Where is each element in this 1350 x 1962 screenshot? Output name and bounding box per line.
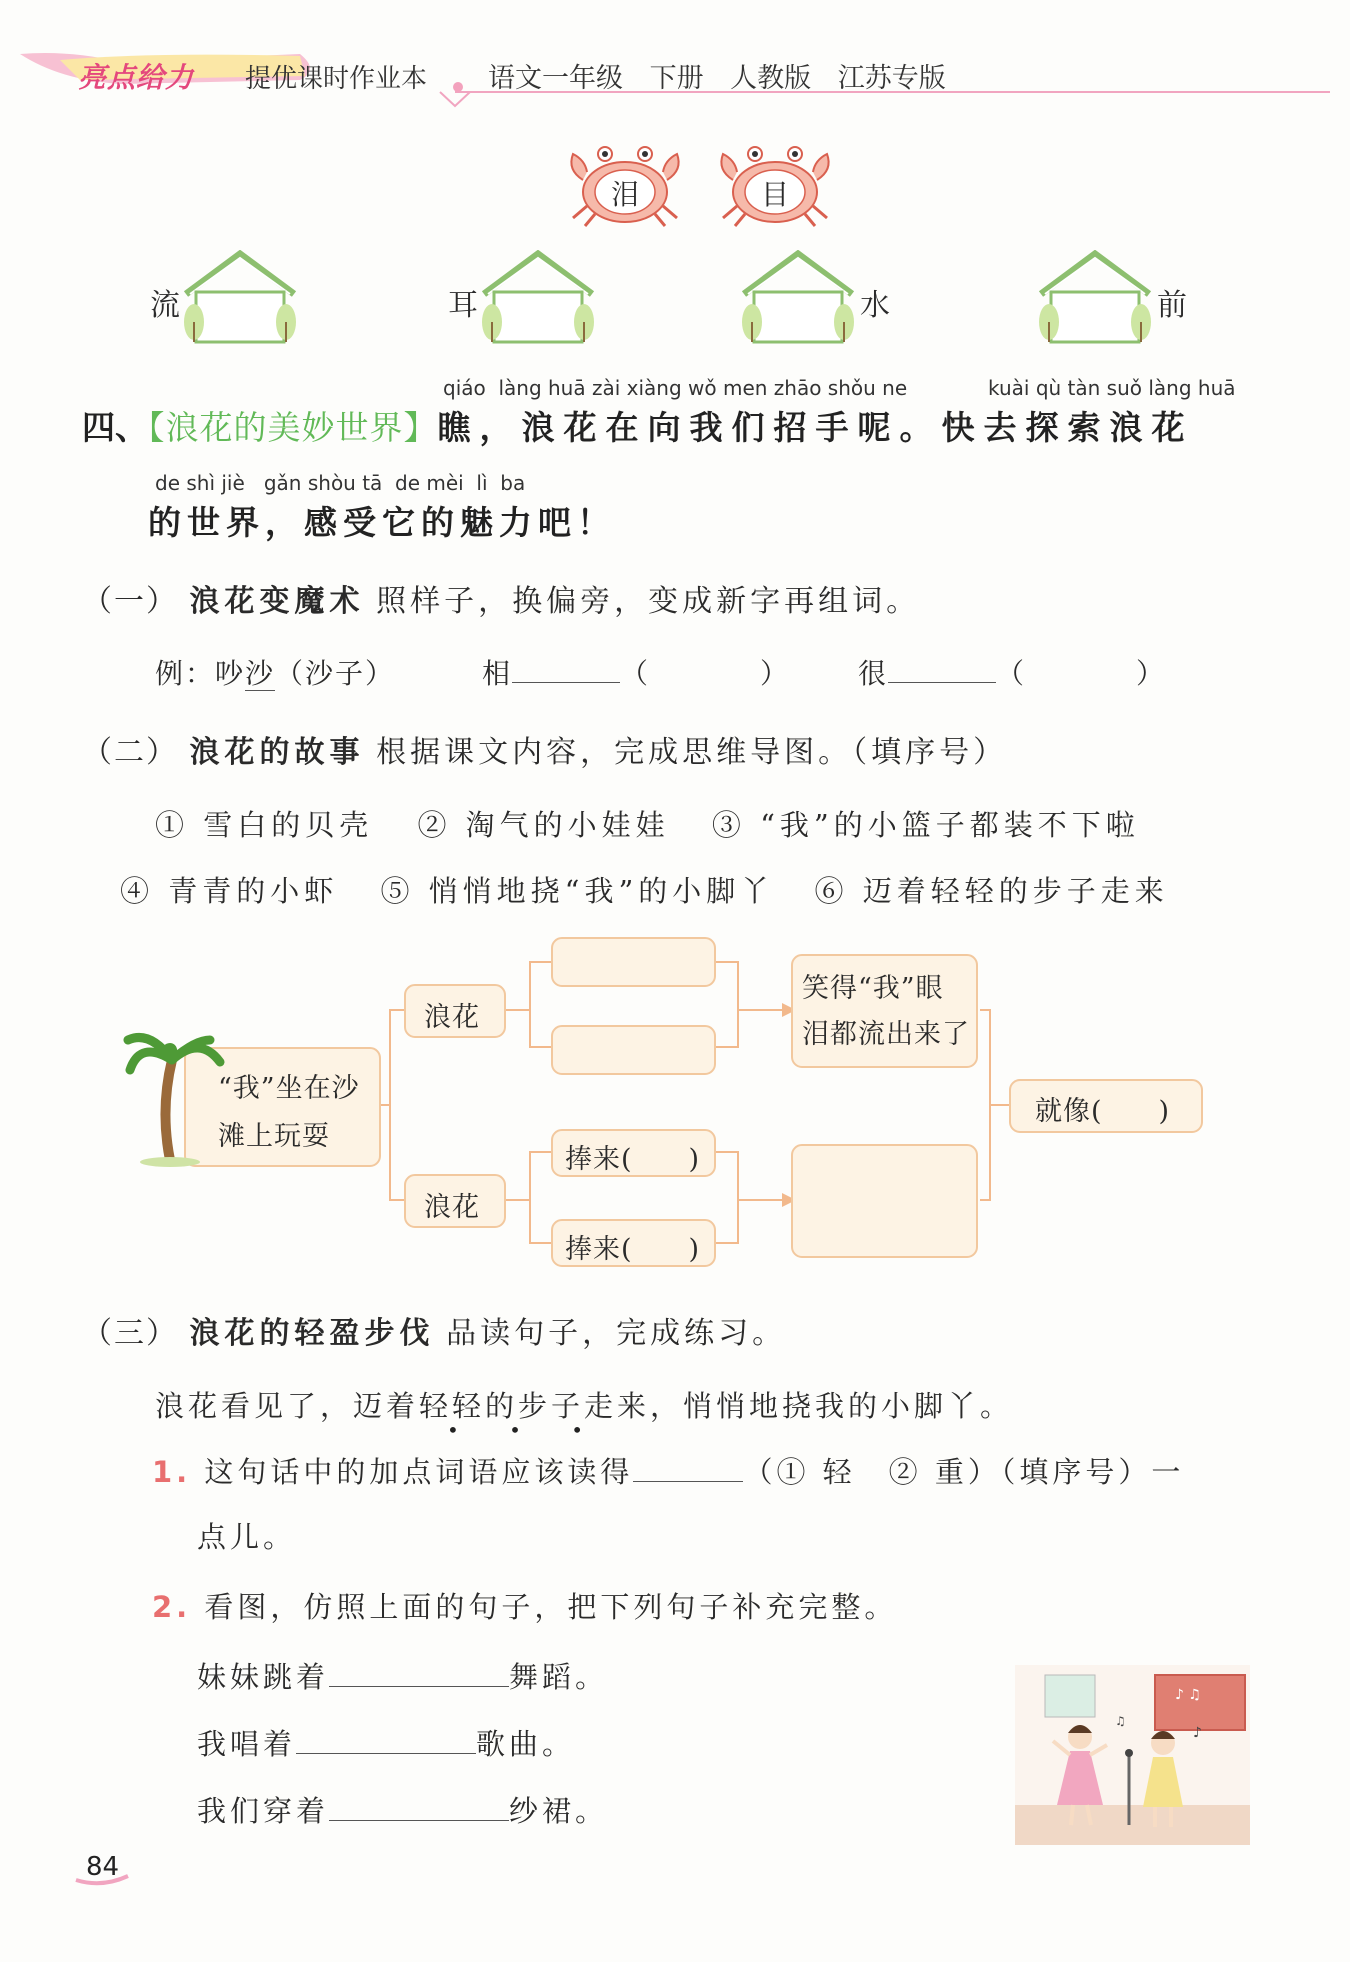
mindmap-root: “我”坐在沙 滩上玩耍	[218, 1073, 360, 1152]
part1-exercise	[155, 652, 395, 692]
question-text: 看图，仿照上面的句子，把下列句子补充完整。	[204, 1590, 898, 1624]
house-character: 水	[860, 288, 890, 323]
crab-character: 目	[760, 178, 789, 211]
question-1-cont: 点儿。	[197, 1520, 297, 1554]
fill-sentence: 妹妹跳着 舞蹈。	[197, 1660, 609, 1694]
mindmap-bring-2[interactable]: 捧来( )	[565, 1234, 701, 1265]
fill-char: 相	[482, 657, 513, 690]
house-character: 前	[1157, 288, 1187, 323]
house-icon	[478, 250, 598, 345]
question-text: （① 轻 ② 重）（填序号）一	[743, 1455, 1185, 1489]
header-dot	[453, 82, 463, 92]
mindmap-branch-bottom: 浪花	[424, 1192, 480, 1223]
fill-blank[interactable]	[888, 682, 996, 683]
pinyin-line-2: de shì jiè gǎn shòu tā de mèi lì ba	[155, 471, 526, 495]
options-row-1	[155, 803, 1140, 844]
options-row-2	[120, 869, 1169, 910]
part1-heading	[82, 576, 920, 620]
option-item: ③ “我”的小篮子都装不下啦	[711, 808, 1140, 842]
part2-heading	[82, 727, 1007, 771]
part-title: 浪花变魔术	[189, 584, 365, 619]
fill-sentence: 我唱着 歌曲。	[197, 1727, 576, 1761]
house-icon	[180, 250, 300, 345]
pinyin-line-1b: kuài qù tàn suǒ làng huā	[988, 376, 1236, 400]
mindmap-answer-box[interactable]	[552, 1026, 715, 1074]
girls-performing-illustration	[1015, 1665, 1250, 1845]
question-number: 2.	[152, 1590, 192, 1624]
pinyin-line-1a: qiáo làng huā zài xiàng wǒ men zhāo shǒu ne	[443, 376, 908, 400]
section-tag: 【浪花的美妙世界】	[148, 408, 438, 447]
part3-heading	[82, 1308, 786, 1352]
answer-blank[interactable]	[296, 1753, 476, 1754]
option-item: ④ 青青的小虾	[120, 874, 339, 908]
answer-blank[interactable]	[329, 1686, 509, 1687]
book-title: 提优课时作业本	[245, 64, 428, 94]
house-character: 流	[150, 288, 180, 323]
example-word: （沙子）	[275, 657, 396, 690]
mindmap-result-top: 笑得“我”眼 泪都流出来了	[802, 973, 970, 1050]
example-char: 沙	[245, 657, 276, 690]
mindmap-answer-box[interactable]	[552, 938, 715, 986]
house-icon	[738, 250, 858, 345]
fill-item: 很 （ ）	[858, 657, 1167, 690]
section-number: 四、	[82, 408, 148, 447]
question-1	[152, 1450, 1184, 1491]
crab-character: 泪	[610, 178, 639, 211]
fill-item: 相 （ ）	[482, 657, 791, 690]
svg-text:♫: ♫	[1115, 1714, 1126, 1728]
part-label: （二）	[82, 735, 178, 770]
fill-blank[interactable]	[512, 682, 620, 683]
svg-text:♪: ♪	[1193, 1725, 1202, 1741]
reading-sentence: 浪花看见了，迈着轻轻的步子走来，悄悄地挠我的小脚丫。	[155, 1389, 1014, 1423]
book-info: 语文一年级 下册 人教版 江苏专版	[488, 63, 946, 94]
option-item: ⑤ 悄悄地挠“我”的小脚丫	[380, 874, 775, 908]
mindmap-answer-box[interactable]	[792, 1145, 977, 1257]
fill-sentence: 我们穿着 纱裙。	[197, 1794, 609, 1828]
part-instruction: 照样子，换偏旁，变成新字再组词。	[376, 584, 921, 619]
section4-text: 瞧，浪花在向我们招手呢。快去探索浪花	[437, 408, 1194, 447]
part-title: 浪花的故事	[189, 735, 365, 770]
answer-blank[interactable]	[329, 1820, 509, 1821]
mindmap-final[interactable]: 就像( )	[1035, 1096, 1171, 1127]
option-item: ⑥ 迈着轻轻的步子走来	[814, 874, 1169, 908]
part-instruction: 根据课文内容，完成思维导图。（填序号）	[376, 735, 1008, 770]
house-character: 耳	[448, 288, 478, 323]
mindmap-bring-1[interactable]: 捧来( )	[565, 1144, 701, 1175]
option-item: ② 淘气的小娃娃	[417, 808, 670, 842]
example-label: 例：吵	[155, 657, 246, 690]
question-text: 这句话中的加点词语应该读得	[204, 1455, 634, 1489]
svg-text:♪ ♫: ♪ ♫	[1175, 1687, 1201, 1703]
section4-line1	[82, 402, 1194, 449]
part-label: （一）	[82, 584, 178, 619]
page-number: 84	[86, 1852, 120, 1882]
part-label: （三）	[82, 1316, 178, 1351]
house-icon	[1035, 250, 1155, 345]
fill-char: 很	[858, 657, 889, 690]
part-instruction: 品读句子，完成练习。	[446, 1316, 787, 1351]
answer-blank[interactable]	[633, 1481, 743, 1482]
question-2	[152, 1585, 897, 1626]
question-number: 1.	[152, 1455, 192, 1489]
mindmap-branch-top: 浪花	[424, 1002, 480, 1033]
brand-logo: 亮点给力	[78, 61, 195, 94]
section4-line2: 的世界，感受它的魅力吧！	[148, 503, 616, 542]
part-title: 浪花的轻盈步伐	[189, 1316, 435, 1351]
option-item: ① 雪白的贝壳	[155, 808, 374, 842]
emphasis-dots: • • •	[447, 1418, 606, 1442]
